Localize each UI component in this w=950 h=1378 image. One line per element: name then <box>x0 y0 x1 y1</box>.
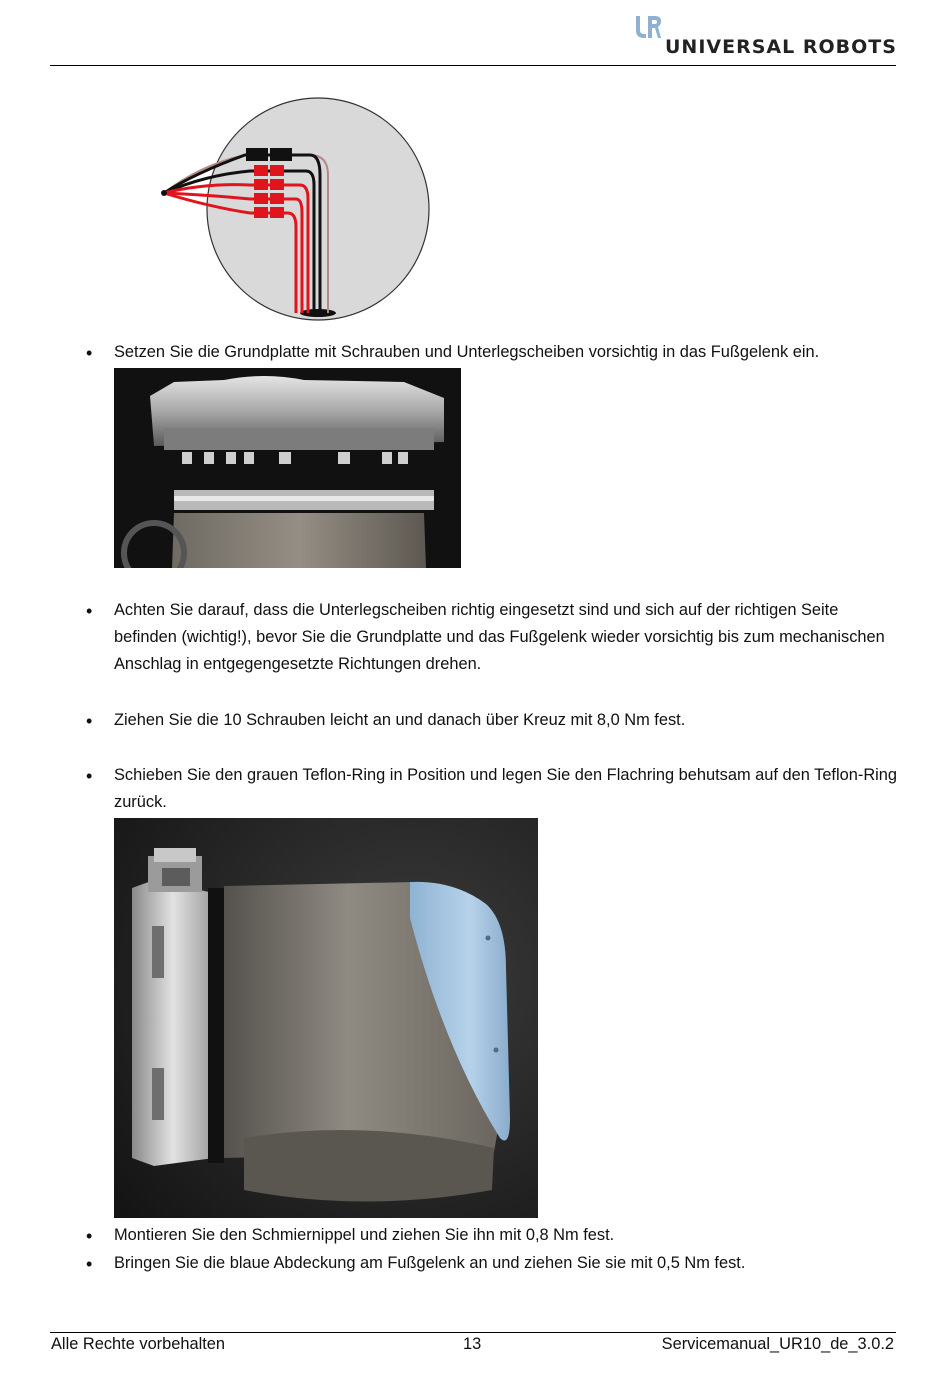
instruction-text: Setzen Sie die Grundplatte mit Schrauben und Unterlegscheiben vorsichtig in das Fußgelenk ein. <box>114 343 820 361</box>
instruction-text: Montieren Sie den Schmiernippel und ziehen Sie ihn mit 0,8 Nm fest. <box>114 1226 615 1244</box>
universal-robots-logo <box>633 14 897 58</box>
bullet-icon: • <box>86 601 93 621</box>
bullet-icon: • <box>86 343 93 363</box>
header-divider <box>50 65 896 66</box>
instruction-text: Bringen Sie die blaue Abdeckung am Fußgelenk an und ziehen Sie sie mit 0,5 Nm fest. <box>114 1254 746 1272</box>
footer-divider <box>50 1332 896 1333</box>
footer-copyright: Alle Rechte vorbehalten <box>51 1335 226 1353</box>
ur-logo-mark-icon <box>633 14 661 42</box>
instruction-text: Achten Sie darauf, dass die Unterlegscheiben richtig eingesetzt sind und sich auf der richtigen Seite befinden (wichtig!), bevor Sie die Grundplatte und das Fußgelenk wieder vorsichtig bis zum mechanischen Anschlag in entgegengesetzte Richtungen drehen. <box>114 601 885 673</box>
photo-base-plate <box>114 368 461 568</box>
footer-document-name: Servicemanual_UR10_de_3.0.2 <box>661 1335 894 1353</box>
logo-text: UNIVERSAL ROBOTS <box>665 36 897 58</box>
page-number: 13 <box>463 1335 482 1353</box>
photo-joint-blue-cover <box>114 818 538 1218</box>
instruction-text: Ziehen Sie die 10 Schrauben leicht an und danach über Kreuz mit 8,0 Nm fest. <box>114 711 686 729</box>
instruction-text: Schieben Sie den grauen Teflon-Ring in Position und legen Sie den Flachring behutsam auf den Teflon-Ring zurück. <box>114 766 898 811</box>
bullet-icon: • <box>86 1254 93 1274</box>
bullet-icon: • <box>86 1226 93 1246</box>
wiring-diagram <box>150 95 435 323</box>
bullet-icon: • <box>86 711 93 731</box>
bullet-icon: • <box>86 766 93 786</box>
